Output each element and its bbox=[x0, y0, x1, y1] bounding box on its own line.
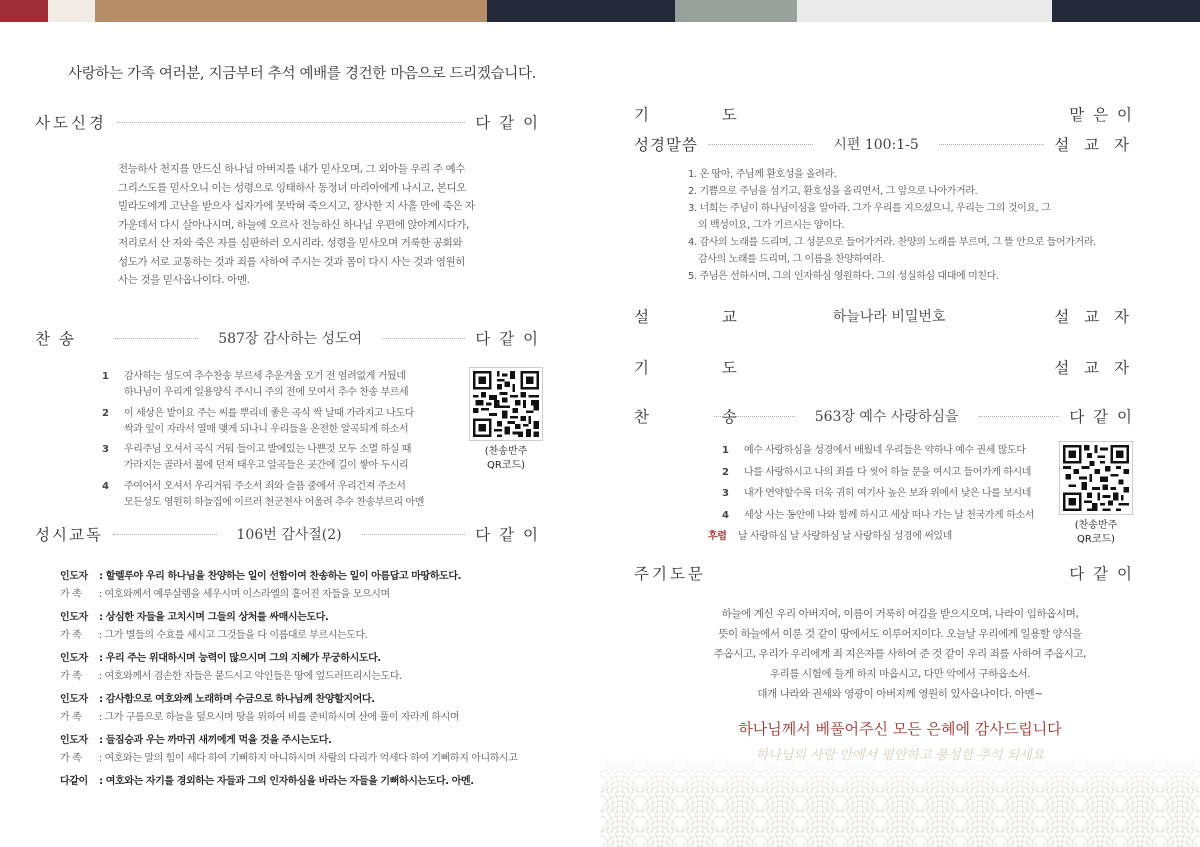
creed-line: 성도가 서로 교통하는 것과 죄를 사하여 주시는 것과 몸이 다시 사는 것과 영원히 bbox=[118, 255, 466, 268]
reading-line-leader: 인도자 : 할렐루야 우리 하나님을 찬양하는 일이 선함이여 찬송하는 일이 아름답고 마땅하도다. bbox=[60, 571, 461, 582]
reading-title: 106번 감사절(2) bbox=[236, 527, 342, 543]
verse-number: 1 bbox=[102, 371, 109, 382]
prayer-line: 우리를 시험에 들게 하지 마옵시고, 다만 악에서 구하옵소서. bbox=[769, 668, 1031, 680]
hymn-563-lyrics bbox=[708, 441, 1062, 552]
verse-line: 이 세상은 밭이요 주는 씨를 뿌리네 좋은 곡식 싹 날때 가라지고 나도다 bbox=[124, 407, 414, 419]
scripture-line: 3. 너희는 주님이 하나님이심을 알아라. 그가 우리를 지으셨으니, 우리는 그의 것이요, 그 bbox=[688, 203, 1051, 214]
reading-label: 성시교독 bbox=[35, 526, 103, 544]
verse-line: 우리주님 오셔서 곡식 거둬 들이고 밭에있는 나쁜것 모두 소멸 하실 때 bbox=[124, 444, 412, 455]
scripture-line: 감사의 노래를 드리며, 그 이름을 찬양하여라. bbox=[698, 254, 885, 265]
creed-label: 사도신경 bbox=[35, 114, 107, 132]
dotted-leader bbox=[362, 534, 466, 535]
verse-number: 3 bbox=[722, 488, 729, 499]
sermon-who: 설 교 자 bbox=[1054, 308, 1134, 326]
bible-label: 성경말씀 bbox=[634, 136, 698, 154]
hymn-verse bbox=[722, 484, 1062, 504]
lords-prayer-who: 다 같 이 bbox=[1069, 565, 1134, 583]
qr-caption-line: (찬송반주 bbox=[1074, 520, 1118, 531]
verse-line: 세상 사는 동안에 나와 함께 하시고 세상 떠나 가는 날 천국가게 하소서 bbox=[744, 509, 1034, 521]
refrain-label: 후렴 bbox=[708, 531, 727, 542]
greeting-calligraphy: 하나님의 사랑 안에서 평안하고 풍성한 추석 되세요 bbox=[755, 748, 1045, 763]
creed-who: 다 같 이 bbox=[475, 114, 540, 132]
hymn-verse bbox=[722, 441, 1062, 461]
bible-who: 설 교 자 bbox=[1054, 136, 1135, 154]
dotted-leader bbox=[382, 338, 465, 339]
reading-line-leader: 인도자 : 들짐승과 우는 까마귀 새끼에게 먹을 것을 주시는도다. bbox=[60, 735, 332, 746]
prayer1-who: 맡 은 이 bbox=[1069, 106, 1134, 124]
qr-caption-line: QR코드) bbox=[1076, 534, 1116, 545]
color-swatch-dark-navy bbox=[1052, 0, 1200, 22]
verse-line: 하나님이 우리게 일용양식 주시니 주의 전에 모여서 추수 찬송 부르세 bbox=[124, 387, 409, 398]
bible-reference: 시편 100:1-5 bbox=[833, 137, 919, 153]
lords-prayer-header bbox=[634, 561, 1134, 585]
reading-line-leader: 인도자 : 감사함으로 여호와께 노래하며 수금으로 하나님께 찬양할지어다. bbox=[60, 694, 375, 705]
hymn-563-header bbox=[634, 404, 1134, 428]
reading-line-family: 가 족 : 그가 별들의 수효를 세시고 그것들을 다 이름대로 부르시는도다. bbox=[60, 630, 368, 641]
verse-number: 2 bbox=[722, 466, 729, 478]
color-swatch-navy bbox=[487, 0, 675, 22]
scripture-line: 5. 주님은 선하시며, 그의 인자하심 영원하다. 그의 성실하심 대대에 미친다. bbox=[688, 271, 999, 282]
verse-line: 나를 사랑하시고 나의 죄를 다 씻어 하늘 문을 여시고 들어가게 하시네 bbox=[744, 466, 1032, 478]
dotted-leader bbox=[979, 416, 1060, 417]
hymn-587-qr[interactable] bbox=[469, 367, 543, 473]
hymn-587-lyrics bbox=[102, 369, 462, 515]
right-page bbox=[600, 22, 1200, 847]
hymn-verse bbox=[722, 463, 1062, 483]
creed-line: 빌라도에게 고난을 받으사 십자가에 못박혀 죽으시고, 장사한 지 사흘 만에 죽은 자 bbox=[118, 200, 475, 212]
dotted-leader bbox=[939, 144, 1044, 145]
hymn-who: 다 같 이 bbox=[475, 330, 541, 348]
prayer2-header bbox=[634, 355, 1134, 379]
hymn-587-header bbox=[35, 326, 540, 350]
sermon-title: 하늘나라 비밀번호 bbox=[832, 309, 946, 325]
creed-line: 저리로서 산 자와 죽은 자를 심판하러 오시리라. 성령을 믿사오며 거룩한 공회와 bbox=[118, 237, 463, 249]
verse-line: 주여어서 오셔서 우리거둬 주소서 죄와 슬픔 중에서 우리건져 주소서 bbox=[124, 480, 406, 492]
qr-caption bbox=[469, 445, 543, 473]
dotted-leader bbox=[117, 122, 465, 123]
creed-header bbox=[35, 110, 540, 134]
prayer-line: 주옵시고, 우리가 우리에게 죄 지은자를 사하여 준 것 같이 우리 죄를 사하여 주옵시고, bbox=[713, 648, 1087, 660]
lords-prayer-text bbox=[680, 604, 1120, 704]
qr-caption-line: QR코드) bbox=[486, 460, 526, 471]
hymn-verse bbox=[102, 479, 462, 511]
creed-line: 그리스도를 믿사오니 이는 성령으로 잉태하사 동정녀 마리아에게 나시고, 본디오 bbox=[118, 181, 466, 194]
color-swatch-red bbox=[0, 0, 48, 22]
color-swatch-cream bbox=[48, 0, 95, 22]
sermon-label: 설 교 bbox=[634, 308, 771, 326]
reading-line-family: 가 족 : 여호와는 말의 힘이 세다 하여 기뻐하지 아니하시며 사람의 다리가 억세다 하여 기뻐하지 아니하시고 bbox=[60, 753, 518, 764]
creed-text bbox=[118, 160, 498, 290]
verse-number: 3 bbox=[102, 444, 109, 455]
verse-line: 예수 사랑하심을 성경에서 배웠네 우리들은 약하나 예수 권세 많도다 bbox=[744, 445, 1026, 456]
dotted-leader bbox=[708, 144, 813, 145]
prayer-line: 하늘에 계신 우리 아버지여, 이름이 거룩히 여김을 받으시오며, 나라이 임하옵시며, bbox=[721, 608, 1079, 620]
hymn-refrain bbox=[708, 527, 1062, 547]
prayer1-header bbox=[634, 102, 1134, 126]
hymn-title: 563장 예수 사랑하심을 bbox=[814, 409, 959, 425]
hymn-verse bbox=[102, 442, 462, 474]
prayer2-label: 기 도 bbox=[634, 359, 771, 377]
prayer1-label: 기 도 bbox=[634, 106, 771, 124]
color-swatch-gray bbox=[675, 0, 797, 22]
hymn-label: 찬 송 bbox=[35, 330, 76, 348]
color-swatch-lightgray bbox=[797, 0, 1052, 22]
lords-prayer-label: 주기도문 bbox=[634, 565, 706, 583]
verse-line: 내가 연약할수록 더욱 귀히 여기사 높은 보좌 위에서 낮은 나를 보시네 bbox=[744, 488, 1032, 499]
creed-line: 전능하사 천지를 만드신 하나님 아버지를 내가 믿사오며, 그 외아들 우리 주 예수 bbox=[118, 163, 466, 175]
hymn-563-qr[interactable] bbox=[1059, 441, 1133, 547]
scripture-line: 2. 기쁨으로 주님을 섬기고, 환호성을 올리면서, 그 앞으로 나아가거라. bbox=[688, 186, 978, 197]
scripture-line: 1. 온 땅아, 주님께 환호성을 올려라. bbox=[688, 169, 837, 180]
qr-code-icon[interactable] bbox=[1059, 441, 1133, 515]
hymn-verse bbox=[102, 369, 462, 401]
hymn-title: 587장 감사하는 성도여 bbox=[218, 331, 363, 347]
reading-line-family: 가 족 : 그가 구름으로 하늘을 덮으시며 땅을 위하여 비를 준비하시며 산에 풀이 자라게 하시며 bbox=[60, 712, 460, 723]
responsive-reading bbox=[60, 568, 518, 791]
prayer-line: 대개 나라와 권세와 영광이 아버지께 영원히 있사옵나이다. 아멘~ bbox=[757, 688, 1043, 700]
reading-who: 다 같 이 bbox=[475, 526, 541, 544]
reading-line-leader: 인도자 : 상심한 자들을 고치시며 그들의 상처를 싸매시는도다. bbox=[60, 612, 329, 623]
creed-line: 가운데서 다시 살아나시며, 하늘에 오르사 전능하신 하나님 우편에 앉아계시다가, bbox=[118, 218, 469, 231]
left-page bbox=[0, 22, 600, 847]
reading-line-family: 가 족 : 여호와께서 예루살렘을 세우시며 이스라엘의 흩어진 자들을 모으시며 bbox=[60, 589, 390, 600]
verse-number: 4 bbox=[722, 509, 729, 521]
hymn-who: 다 같 이 bbox=[1069, 408, 1135, 426]
dotted-leader bbox=[714, 416, 795, 417]
prayer-line: 뜻이 하늘에서 이룬 것 같이 땅에서도 이루어지이다. 오늘날 우리에게 일용할 양식을 bbox=[718, 628, 1082, 640]
reading-line-all: 다같이 : 여호와는 자기를 경외하는 자들과 그의 인자하심을 바라는 자들을 기뻐하시는도다. 아멘. bbox=[60, 776, 474, 787]
top-color-bar bbox=[0, 0, 1200, 22]
intro-text: 사랑하는 가족 여러분, 지금부터 추석 예배를 경건한 마음으로 드리겠습니다. bbox=[68, 66, 537, 82]
scripture-line: 의 백성이요, 그가 기르시는 양이다. bbox=[698, 220, 845, 231]
verse-line: 날 사랑하심 날 사랑하심 날 사랑하심 성경에 써있네 bbox=[738, 531, 952, 542]
verse-line: 모든성도 영원히 하늘집에 이르러 천군천사 어울려 추수 찬송부르리 아멘 bbox=[124, 496, 425, 508]
hymn-label: 찬 송 bbox=[634, 408, 771, 426]
verse-number: 1 bbox=[722, 445, 729, 456]
wave-pattern-decoration bbox=[600, 754, 1200, 847]
verse-line: 싹과 잎이 자라서 열매 맺게 되나니 우리들을 온전한 알곡되게 하소서 bbox=[124, 423, 409, 435]
dotted-leader bbox=[115, 338, 198, 339]
reading-line-leader: 인도자 : 우리 주는 위대하시며 능력이 많으시며 그의 지혜가 무궁하시도다. bbox=[60, 653, 381, 664]
sermon-header bbox=[634, 304, 1134, 328]
creed-line: 사는 것을 믿사옵나이다. 아멘. bbox=[118, 274, 250, 286]
reading-header bbox=[35, 522, 540, 546]
qr-caption bbox=[1059, 519, 1133, 547]
reading-line-family: 가 족 : 여호와께서 겸손한 자들은 붙드시고 악인들은 땅에 엎드러뜨리시는도다. bbox=[60, 671, 402, 682]
dotted-leader bbox=[113, 534, 217, 535]
qr-caption-line: (찬송반주 bbox=[484, 446, 528, 457]
prayer2-who: 설 교 자 bbox=[1054, 359, 1134, 377]
scripture-line: 4. 감사의 노래를 드리며, 그 성문으로 들어가거라. 찬양의 노래를 부르며, 그 뜰 안으로 들어가거라. bbox=[688, 237, 1096, 248]
scripture-text bbox=[688, 148, 1096, 285]
thanks-message: 하나님께서 베풀어주신 모든 은혜에 감사드립니다 bbox=[738, 720, 1062, 738]
hymn-verse bbox=[722, 506, 1062, 526]
hymn-verse bbox=[102, 406, 462, 438]
color-swatch-tan bbox=[95, 0, 487, 22]
verse-number: 2 bbox=[102, 407, 109, 419]
qr-code-icon[interactable] bbox=[469, 367, 543, 441]
verse-line: 감사하는 성도여 추수찬송 부르세 추운겨울 오기 전 염려없게 거뒀네 bbox=[124, 371, 406, 382]
verse-number: 4 bbox=[102, 480, 109, 492]
verse-line: 가라지는 골라서 불에 던져 태우고 알곡들은 곳간에 길이 쌓아 두시리 bbox=[124, 460, 409, 471]
